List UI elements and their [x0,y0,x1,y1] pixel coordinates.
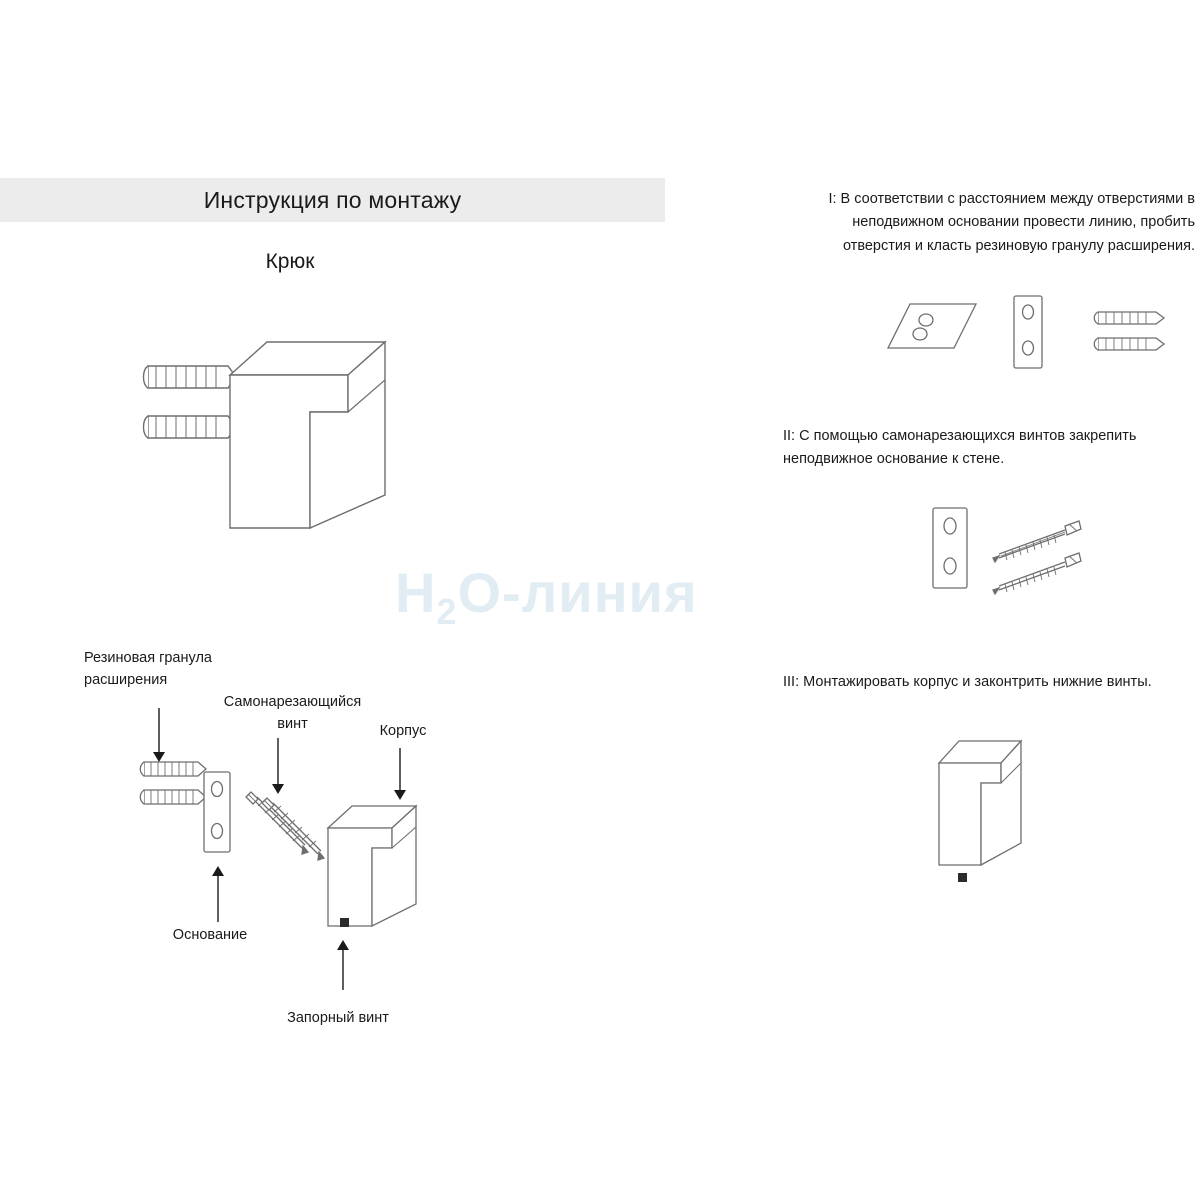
self-tapping-screw-lower [993,553,1081,594]
hook-body [230,342,385,528]
step-1-illustration [880,290,1170,380]
arrow-body [394,748,406,800]
fixed-base-plate [204,772,230,852]
rubber-granule-pair [1094,312,1164,350]
step-2-illustration [915,500,1105,625]
watermark-sub: 2 [436,591,458,633]
arrow-screw [272,738,284,794]
label-body: Корпус [379,723,427,739]
step-2-text: II: С помощью самонарезающихся винтов закрепить неподвижное основание к стене. [783,428,1137,468]
label-base: Основание [172,927,248,943]
page-title: Инструкция по монтажу [203,187,462,213]
step-3-illustration [925,725,1055,890]
step-3-text: III: Монтажировать корпус и законтрить нижние винты. [783,674,1152,690]
watermark [395,560,698,633]
product-name: Крюк [265,250,315,273]
hook-body [328,806,416,926]
title-bar [0,178,665,222]
label-self-tapping-screw: Самонарезающийся винт [223,694,362,732]
label-lock-screw: Запорный винт [287,1010,389,1026]
fixed-base-plate [1014,296,1042,368]
hook-body [939,741,1021,865]
exploded-view-illustration [120,700,460,1030]
self-tapping-screw-upper [993,521,1081,562]
self-tapping-screw-upper [246,792,308,854]
anchor-upper [144,366,237,388]
step-1-text: I: В соответствии с расстоянием между отверстиями в неподвижном основании провести линию, пробить отверстия и класть резиновую гранулу расширения. [828,191,1195,254]
rubber-granule-pair [140,762,206,804]
arrow-lock-screw [337,940,349,990]
hook-assembly-illustration [120,320,450,580]
fixed-base-plate [933,508,967,588]
anchor-lower [144,416,237,438]
self-tapping-screw-lower [262,798,324,860]
lock-screw-head [340,918,349,927]
arrow-base [212,866,224,922]
watermark-h: H [395,561,437,624]
label-rubber-granule: Резиновая гранула расширения [84,650,212,688]
lock-screw-head [958,873,967,882]
wall-marking-plate [888,304,976,348]
watermark-rest: O-линия [457,561,698,624]
arrow-granule [153,708,165,762]
